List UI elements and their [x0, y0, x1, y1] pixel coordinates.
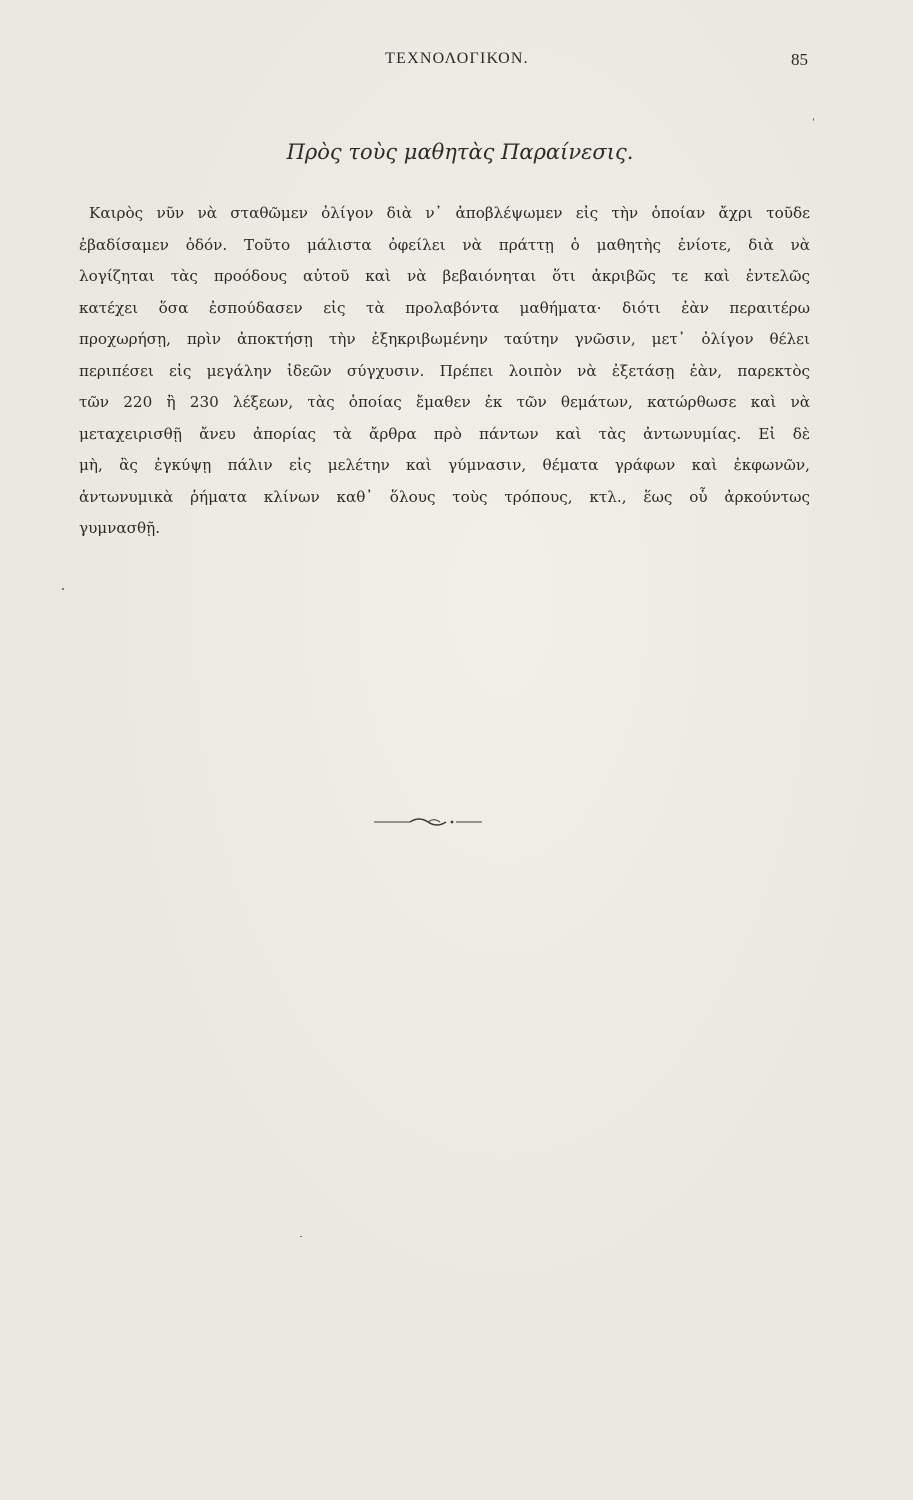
paragraph-line: τῶν 220 ἢ 230 λέξεων, τὰς ὁποίας ἔμαθεν ἐκ τῶν θεμάτων, κατώρθωσε καὶ νὰ — [79, 393, 810, 411]
paragraph-line: περιπέσει εἰς μεγάλην ἰδεῶν σύγχυσιν. Πρέπει λοιπὸν νὰ ἐξετάσῃ ἐὰν, παρεκτὸς — [79, 361, 810, 380]
paragraph-line: λογίζηται τὰς προόδους αὐτοῦ καὶ νὰ βεβαιόνηται ὅτι ἀκριβῶς τε καὶ ἐντελῶς — [79, 267, 810, 285]
section-heading: Πρὸς τοὺς μαθητὰς Παραίνεσις. — [286, 140, 634, 164]
typographic-rule-ornament-icon — [370, 816, 490, 828]
paper-speck — [813, 118, 814, 121]
paragraph-line: μεταχειρισθῇ ἄνευ ἀπορίας τὰ ἄρθρα πρὸ πάντων καὶ τὰς ἀντωνυμίας. Εἰ δὲ — [79, 424, 810, 443]
paragraph-line: Καιρὸς νῦν νὰ σταθῶμεν ὀλίγον διὰ ν᾽ ἀποβλέψωμεν εἰς τὴν ὁποίαν ἄχρι τοῦδε — [89, 204, 810, 222]
body-paragraph — [79, 198, 810, 545]
paragraph-line-last: γυμνασθῇ. — [79, 519, 161, 537]
page-number: 85 — [791, 50, 808, 69]
paragraph-line: κατέχει ὅσα ἐσπούδασεν εἰς τὰ προλαβόντα μαθήματα· διότι ἐὰν περαιτέρω — [79, 298, 810, 317]
paragraph-line: μὴ, ἂς ἐγκύψῃ πάλιν εἰς μελέτην καὶ γύμνασιν, θέματα γράφων καὶ ἐκφωνῶν, — [79, 456, 810, 474]
paper-speck — [300, 1236, 302, 1237]
running-title: ΤΕΧΝΟΛΟΓΙΚΟΝ. — [385, 50, 529, 67]
paragraph-line: ἀντωνυμικὰ ῥήματα κλίνων καθ᾽ ὅλους τοὺς τρόπους, κτλ., ἕως οὗ ἀρκούντως — [79, 487, 810, 506]
running-head — [0, 50, 913, 76]
paragraph-line: ἐβαδίσαμεν ὁδόν. Τοῦτο μάλιστα ὀφείλει νὰ πράττῃ ὁ μαθητὴς ἐνίοτε, διὰ νὰ — [79, 235, 810, 254]
paper-speck — [62, 588, 64, 590]
paragraph-line: προχωρήσῃ, πρὶν ἀποκτήσῃ τὴν ἐξηκριβωμένην ταύτην γνῶσιν, μετ᾽ ὀλίγον θέλει — [79, 330, 810, 348]
